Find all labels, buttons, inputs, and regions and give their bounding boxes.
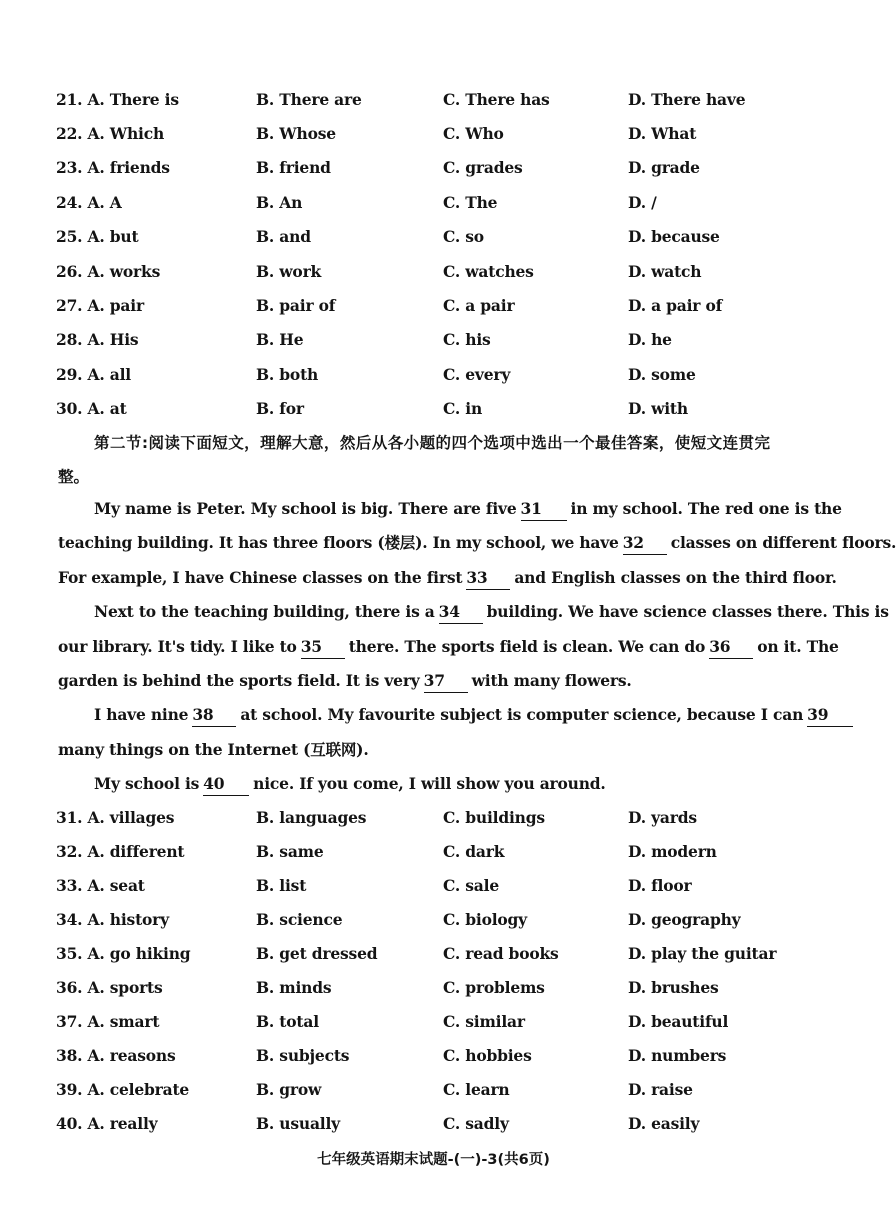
blank-33: 33 xyxy=(466,567,510,590)
option-b: B. usually xyxy=(256,1114,340,1133)
passage-text: building. We have science classes there. This is xyxy=(486,602,889,622)
passage-line xyxy=(58,767,766,801)
option-a: 33. A. seat xyxy=(56,876,145,895)
option-b: B. Whose xyxy=(256,124,336,143)
passage-text: and English classes on the third floor. xyxy=(514,567,837,587)
option-b: B. get dressed xyxy=(256,944,378,963)
option-d: D. numbers xyxy=(628,1046,727,1065)
blank-37: 37 xyxy=(424,670,468,693)
option-b: B. There are xyxy=(256,90,362,109)
option-d: D. he xyxy=(628,330,672,349)
question-row xyxy=(0,227,867,253)
option-c: C. so xyxy=(443,227,484,246)
option-a: 31. A. villages xyxy=(56,808,175,827)
option-b: B. science xyxy=(256,910,343,929)
option-b: B. subjects xyxy=(256,1046,350,1065)
blank-40: 40 xyxy=(203,773,249,796)
option-a: 22. A. Which xyxy=(56,124,165,143)
passage-text: our library. It's tidy. I like to xyxy=(58,636,297,656)
option-c: C. watches xyxy=(443,262,534,281)
option-a: 32. A. different xyxy=(56,842,185,861)
question-row xyxy=(0,842,867,868)
question-row xyxy=(0,90,867,116)
question-row xyxy=(0,1080,867,1106)
blank-36: 36 xyxy=(709,636,753,659)
blank-38: 38 xyxy=(192,704,236,727)
passage-text: I have nine xyxy=(94,705,189,725)
blank-34: 34 xyxy=(439,601,483,624)
passage-text: teaching building. It has three floors (楼层). In my school, we have xyxy=(58,533,619,553)
option-d: D. modern xyxy=(628,842,717,861)
question-row xyxy=(0,262,867,288)
option-a: 21. A. There is xyxy=(56,90,179,109)
option-a: 28. A. His xyxy=(56,330,139,349)
option-a: 25. A. but xyxy=(56,227,139,246)
passage-text: nice. If you come, I will show you around. xyxy=(253,774,606,794)
passage-text: My name is Peter. My school is big. There are five xyxy=(94,499,517,518)
option-d: D. easily xyxy=(628,1114,700,1133)
option-c: C. learn xyxy=(443,1080,510,1099)
option-a: 39. A. celebrate xyxy=(56,1080,190,1099)
passage-text: on it. The xyxy=(757,636,839,656)
passage-text: garden is behind the sports field. It is very xyxy=(58,670,420,690)
question-row xyxy=(0,944,867,970)
option-a: 37. A. smart xyxy=(56,1012,160,1031)
option-d: D. some xyxy=(628,365,696,384)
option-a: 29. A. all xyxy=(56,365,132,384)
option-b: B. minds xyxy=(256,978,332,997)
option-b: B. work xyxy=(256,262,322,281)
blank-32: 32 xyxy=(623,532,667,555)
option-d: D. raise xyxy=(628,1080,693,1099)
option-a: 24. A. A xyxy=(56,193,122,212)
option-a: 27. A. pair xyxy=(56,296,144,315)
option-c: C. every xyxy=(443,365,511,384)
option-c: C. buildings xyxy=(443,808,545,827)
option-d: D. yards xyxy=(628,808,697,827)
option-d: D. What xyxy=(628,124,697,143)
passage-line xyxy=(58,492,842,526)
question-row xyxy=(0,296,867,322)
option-c: C. sadly xyxy=(443,1114,509,1133)
option-d: D. watch xyxy=(628,262,702,281)
option-d: D. grade xyxy=(628,158,700,177)
question-row xyxy=(0,1046,867,1072)
option-c: C. The xyxy=(443,193,498,212)
option-c: C. dark xyxy=(443,842,505,861)
question-row xyxy=(0,193,867,219)
option-b: B. friend xyxy=(256,158,331,177)
option-b: B. and xyxy=(256,227,311,246)
option-b: B. grow xyxy=(256,1080,322,1099)
option-d: D. beautiful xyxy=(628,1012,729,1031)
blank-35: 35 xyxy=(301,636,345,659)
option-b: B. He xyxy=(256,330,304,349)
option-c: C. read books xyxy=(443,944,559,963)
page-footer: 七年级英语期末试题-(一)-3(共6页) xyxy=(317,1152,550,1168)
question-row xyxy=(0,1012,867,1038)
option-b: B. both xyxy=(256,365,319,384)
option-d: D. / xyxy=(628,193,657,212)
passage-line xyxy=(58,526,896,560)
option-b: B. total xyxy=(256,1012,319,1031)
passage-text: with many flowers. xyxy=(471,670,632,690)
passage-line xyxy=(58,733,766,767)
option-b: B. same xyxy=(256,842,324,861)
passage-text: in my school. The red one is the xyxy=(570,499,842,518)
option-c: C. problems xyxy=(443,978,545,997)
option-d: D. with xyxy=(628,399,688,418)
option-c: C. There has xyxy=(443,90,550,109)
question-row xyxy=(0,399,867,425)
passage-line xyxy=(58,595,889,629)
question-row xyxy=(0,124,867,150)
question-row xyxy=(0,158,867,184)
option-d: D. brushes xyxy=(628,978,719,997)
option-b: B. for xyxy=(256,399,304,418)
option-d: D. because xyxy=(628,227,720,246)
option-c: C. biology xyxy=(443,910,527,929)
option-b: B. An xyxy=(256,193,303,212)
question-row xyxy=(0,808,867,834)
option-c: C. grades xyxy=(443,158,523,177)
option-b: B. pair of xyxy=(256,296,336,315)
option-b: B. languages xyxy=(256,808,367,827)
option-d: D. geography xyxy=(628,910,741,929)
section-heading: 第二节:阅读下面短文，理解大意，然后从各小题的四个选项中选出一个最佳答案，使短文连贯完整。 xyxy=(58,434,770,486)
passage-text: Next to the teaching building, there is a xyxy=(94,602,435,622)
option-c: C. similar xyxy=(443,1012,525,1031)
option-c: C. a pair xyxy=(443,296,515,315)
option-c: C. hobbies xyxy=(443,1046,532,1065)
option-c: C. in xyxy=(443,399,483,418)
blank-31: 31 xyxy=(521,498,567,521)
question-row xyxy=(0,1114,867,1140)
passage-text: at school. My favourite subject is computer science, because I can xyxy=(240,705,804,725)
option-c: C. his xyxy=(443,330,491,349)
option-a: 26. A. works xyxy=(56,262,161,281)
option-a: 40. A. really xyxy=(56,1114,158,1133)
option-a: 23. A. friends xyxy=(56,158,170,177)
passage-text: there. The sports field is clean. We can do xyxy=(348,636,706,656)
passage-text: classes on different floors. xyxy=(670,533,896,553)
passage-text: For example, I have Chinese classes on the first xyxy=(58,567,463,587)
question-row xyxy=(0,978,867,1004)
option-a: 35. A. go hiking xyxy=(56,944,191,963)
question-row xyxy=(0,365,867,391)
option-d: D. a pair of xyxy=(628,296,723,315)
question-row xyxy=(0,876,867,902)
option-a: 34. A. history xyxy=(56,910,169,929)
reading-passage xyxy=(58,492,896,802)
passage-line xyxy=(58,664,766,698)
option-b: B. list xyxy=(256,876,307,895)
option-a: 38. A. reasons xyxy=(56,1046,176,1065)
option-d: D. floor xyxy=(628,876,692,895)
option-a: 36. A. sports xyxy=(56,978,163,997)
passage-text: many things on the Internet (互联网). xyxy=(58,739,369,759)
option-d: D. There have xyxy=(628,90,746,109)
question-row xyxy=(0,910,867,936)
option-c: C. sale xyxy=(443,876,499,895)
passage-line xyxy=(58,630,839,664)
passage-text: My school is xyxy=(94,774,200,794)
option-a: 30. A. at xyxy=(56,399,127,418)
question-row xyxy=(0,330,867,356)
option-d: D. play the guitar xyxy=(628,944,777,963)
passage-line xyxy=(58,698,829,732)
passage-line xyxy=(58,561,837,595)
blank-39: 39 xyxy=(807,704,853,727)
option-c: C. Who xyxy=(443,124,504,143)
